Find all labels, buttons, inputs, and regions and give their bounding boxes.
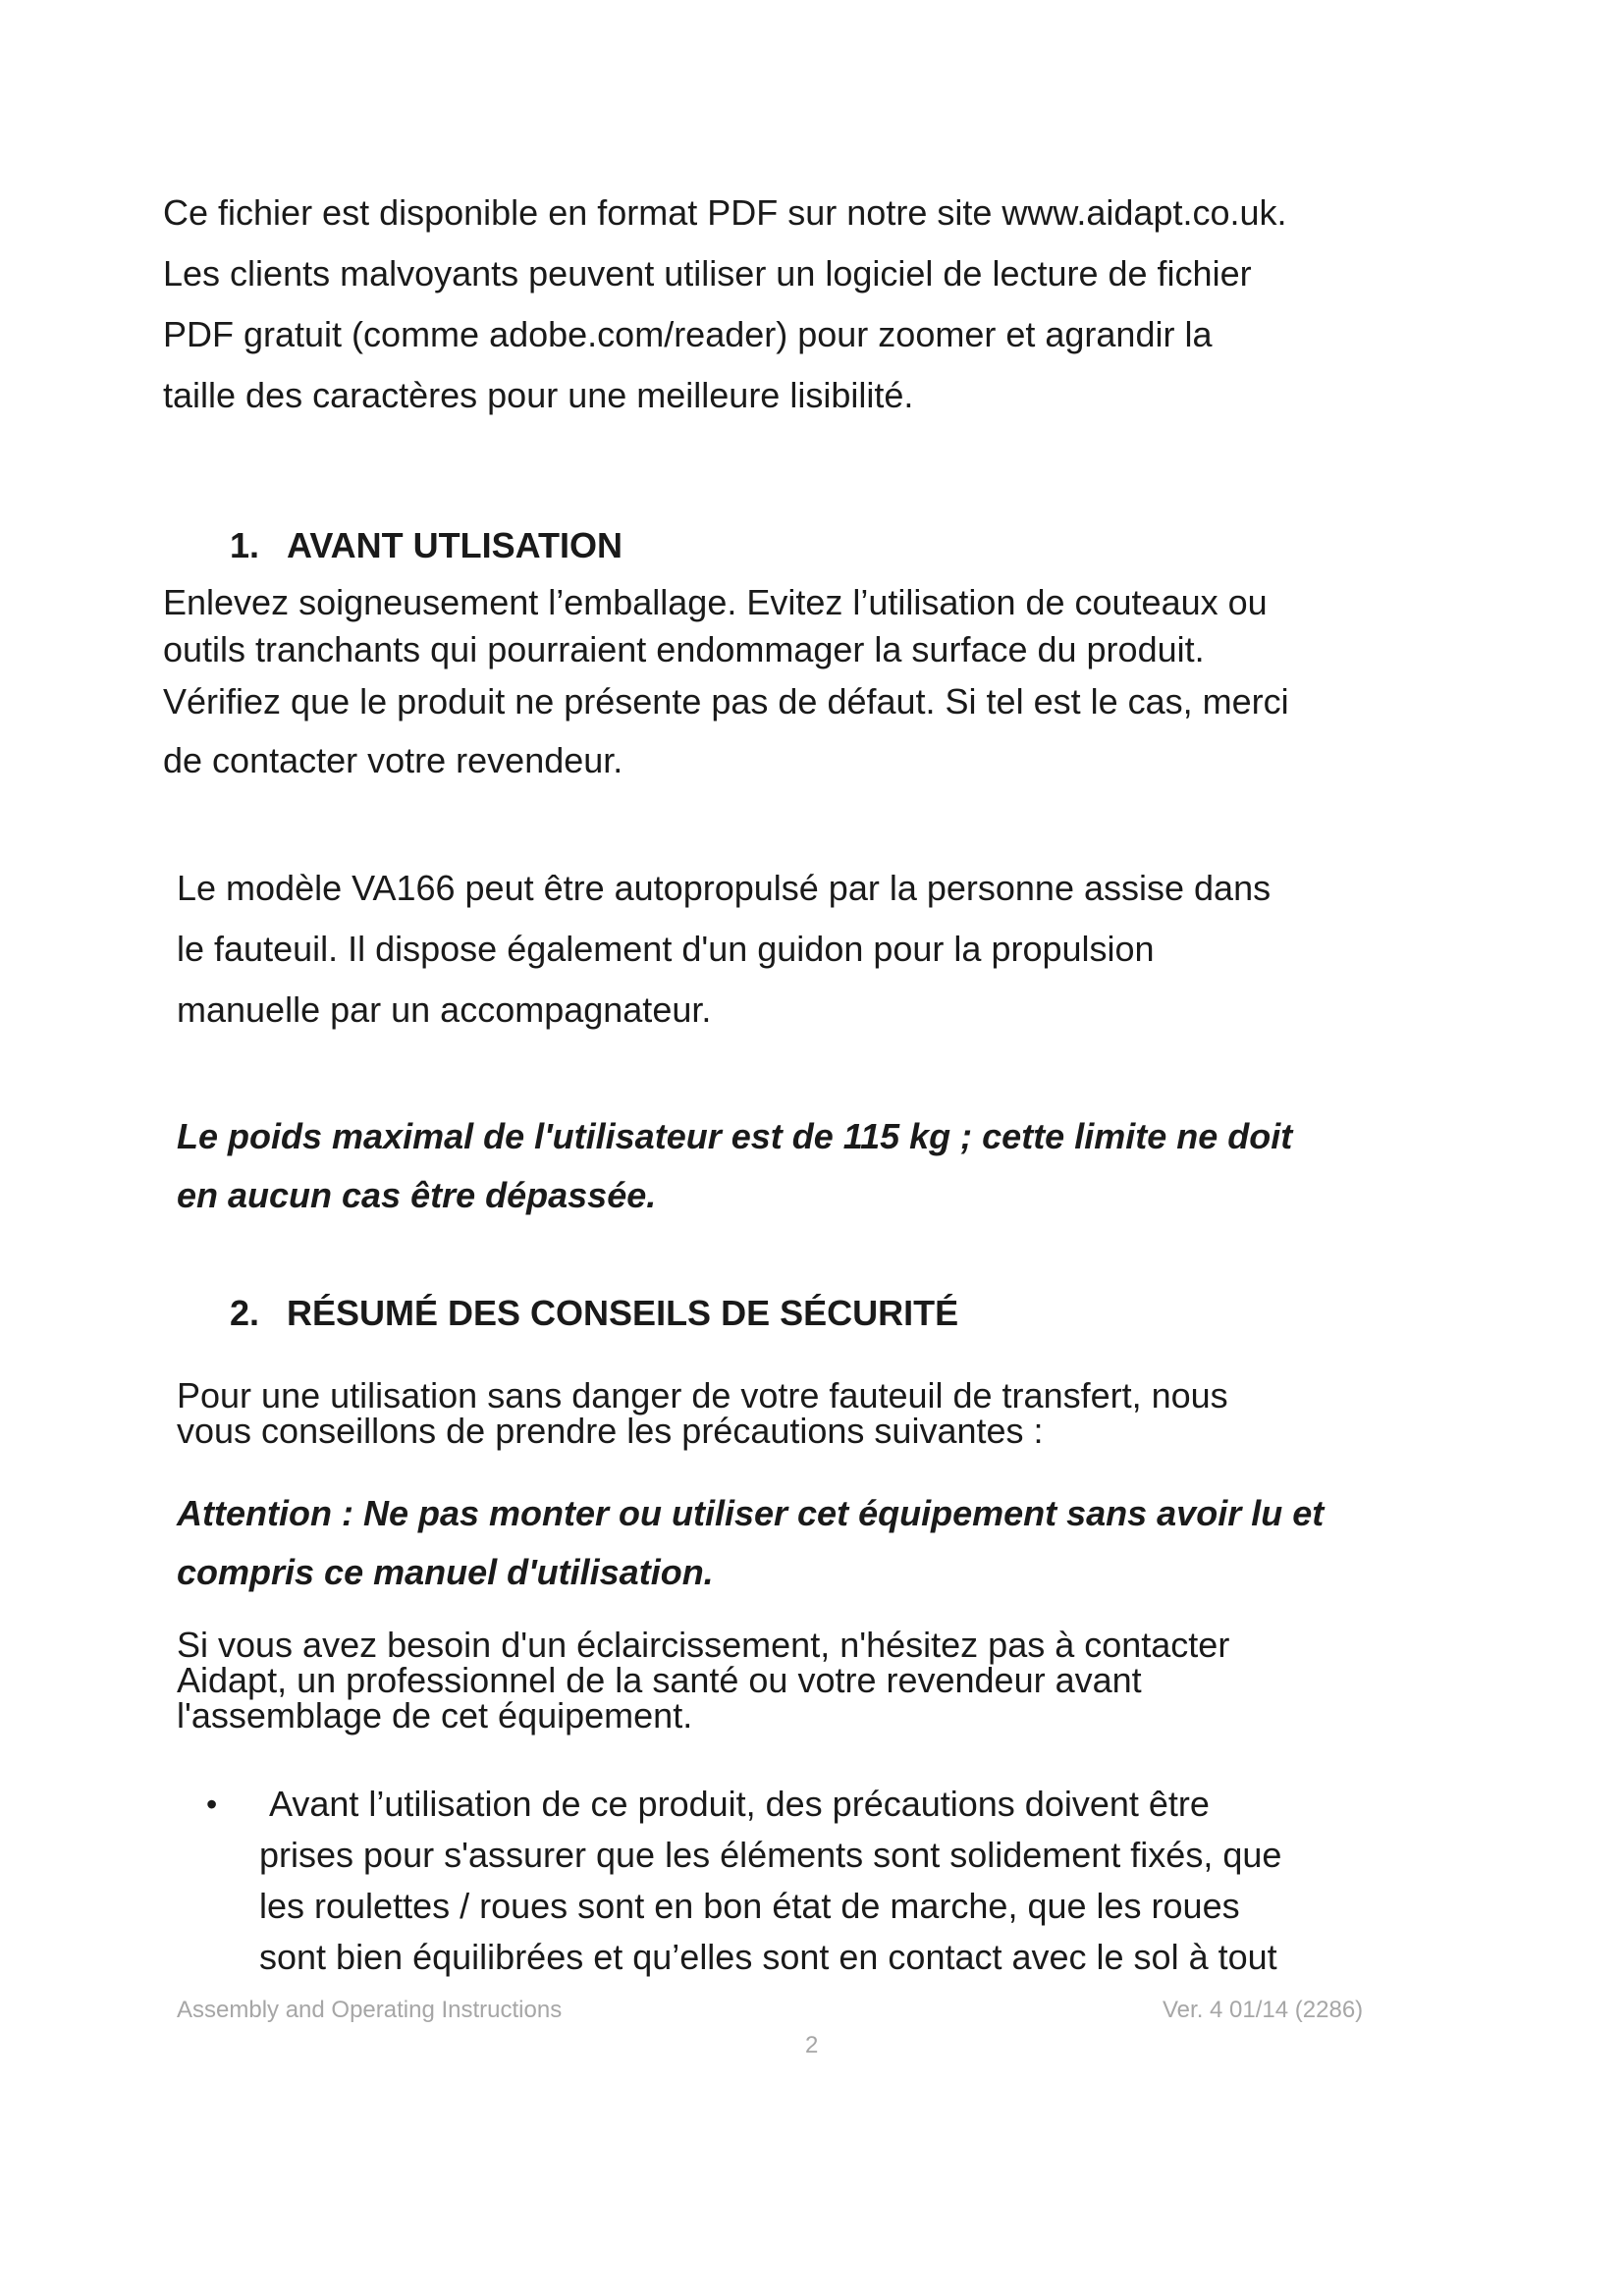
section-1-line: outils tranchants qui pourraient endommager la surface du produit.: [163, 629, 1205, 669]
section-1-number: 1.: [230, 525, 260, 565]
bullet-icon: •: [206, 1787, 218, 1822]
intro-line: Ce fichier est disponible en format PDF sur notre site www.aidapt.co.uk.: [163, 192, 1287, 233]
contact-line: l'assemblage de cet équipement.: [177, 1695, 693, 1735]
section-1-body: [163, 579, 1289, 791]
section-1-title: AVANT UTLISATION: [287, 525, 623, 565]
bullet-line: Avant l’utilisation de ce produit, des précautions doivent être: [269, 1784, 1210, 1824]
intro-line: PDF gratuit (comme adobe.com/reader) pour zoomer et agrandir la: [163, 314, 1213, 354]
section-2-number: 2.: [230, 1293, 260, 1333]
weight-warning-line: en aucun cas être dépassée.: [177, 1175, 657, 1215]
intro-line: Les clients malvoyants peuvent utiliser un logiciel de lecture de fichier: [163, 253, 1252, 294]
model-line: manuelle par un accompagnateur.: [177, 989, 712, 1030]
weight-warning: [177, 1107, 1292, 1225]
contact-line: Aidapt, un professionnel de la santé ou votre revendeur avant: [177, 1660, 1142, 1700]
page-number: 2: [805, 2032, 819, 2058]
bullet-line: sont bien équilibrées et qu’elles sont en contact avec le sol à tout: [259, 1937, 1277, 1977]
model-line: Le modèle VA166 peut être autopropulsé par la personne assise dans: [177, 868, 1272, 908]
section-1-line: Vérifiez que le produit ne présente pas de défaut. Si tel est le cas, merci: [163, 681, 1289, 721]
model-line: le fauteuil. Il dispose également d'un guidon pour la propulsion: [177, 929, 1155, 969]
bullet-line: les roulettes / roues sont en bon état de marche, que les roues: [259, 1886, 1240, 1926]
footer-right: Ver. 4 01/14 (2286): [1163, 1997, 1364, 2023]
contact-line: Si vous avez besoin d'un éclaircissement, n'hésitez pas à contacter: [177, 1625, 1230, 1665]
intro-line: taille des caractères pour une meilleure lisibilité.: [163, 375, 914, 415]
section-2-intro-line: vous conseillons de prendre les précautions suivantes :: [177, 1411, 1044, 1451]
section-2-title: RÉSUMÉ DES CONSEILS DE SÉCURITÉ: [287, 1293, 959, 1333]
section-1-line: de contacter votre revendeur.: [163, 740, 623, 780]
footer-left: Assembly and Operating Instructions: [177, 1997, 563, 2023]
section-1-heading: [230, 522, 623, 569]
contact-paragraph: [177, 1625, 1230, 1735]
section-2-intro-line: Pour une utilisation sans danger de votre fauteuil de transfert, nous: [177, 1375, 1228, 1415]
section-2-intro: [177, 1375, 1228, 1451]
intro-paragraph: [163, 183, 1287, 426]
bullet-line: prises pour s'assurer que les éléments sont solidement fixés, que: [259, 1835, 1282, 1875]
weight-warning-line: Le poids maximal de l'utilisateur est de 115 kg ; cette limite ne doit: [177, 1116, 1293, 1156]
attention-warning: [177, 1484, 1324, 1602]
bullet-list: [206, 1779, 1282, 1983]
safety-bullet-list: [206, 1779, 1282, 1983]
list-item: [206, 1779, 1282, 1983]
section-2-heading: [230, 1290, 958, 1337]
attention-line: compris ce manuel d'utilisation.: [177, 1552, 714, 1592]
attention-line: Attention : Ne pas monter ou utiliser cet équipement sans avoir lu et: [177, 1493, 1325, 1533]
section-1-line: Enlevez soigneusement l’emballage. Evitez l’utilisation de couteaux ou: [163, 582, 1268, 622]
model-paragraph: [177, 858, 1271, 1041]
